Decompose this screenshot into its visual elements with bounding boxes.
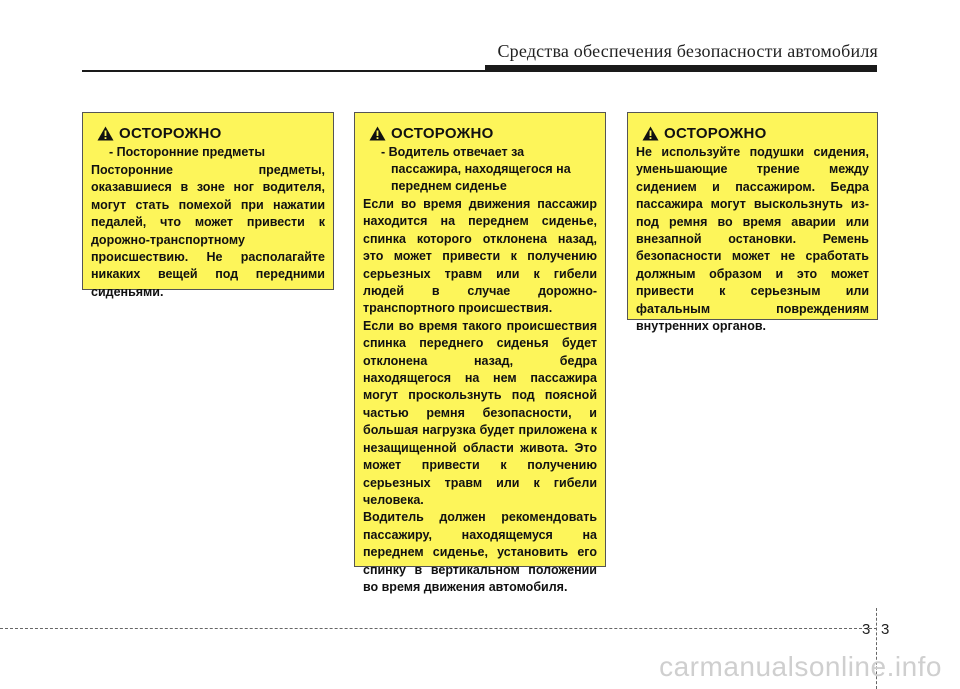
warning-paragraph: Если во время движения пассажир находится на переднем сиденье, спинка которого отклонена назад, это может привести к получению серьезных травм или к гибели людей в случае дорожно-транспортного происшествия. (363, 197, 597, 316)
warning-box-header (642, 125, 869, 142)
warning-box-header (97, 125, 325, 142)
header-rule-thick (485, 65, 877, 70)
footer-dashed-rule (0, 628, 877, 629)
warning-box-foreign-objects (82, 112, 334, 299)
page-header-title: Средства обеспечения безопасности автомобиля (497, 41, 878, 61)
page-number-chapter: 3 (862, 621, 871, 638)
warning-box-title: ОСТОРОЖНО (119, 125, 222, 142)
warning-subtitle: - Водитель отвечает за пассажира, находящегося на переднем сиденье (381, 145, 571, 193)
site-watermark: carmanualsonline.info (659, 651, 942, 682)
warning-paragraph: Водитель должен рекомендовать пассажиру, находящемуся на переднем сиденье, установить его спинку в вертикальном положении во время движения автомобиля. (363, 510, 597, 594)
warning-paragraph: Если во время такого происшествия спинка переднего сиденья будет отклонена назад, бедра находящегося на нем пассажира могут проскользнуть под поясной частью ремня безопасности, и большая нагрузка будет приложена к незащищенной области живота. Это может привести к получению серьезных травм или к гибели человека. (363, 318, 597, 507)
warning-triangle-icon (642, 126, 659, 141)
warning-paragraph: Посторонние предметы, оказавшиеся в зоне ног водителя, могут стать помехой при нажатии педалей, что может привести к дорожно-транспортному происшествию. Не располагайте никаких вещей под передними сиденьями. (91, 163, 325, 299)
warning-box-title: ОСТОРОЖНО (664, 125, 767, 142)
warning-box-title: ОСТОРОЖНО (391, 125, 494, 142)
warning-triangle-icon (97, 126, 114, 141)
warning-box-reclined-seat (354, 112, 606, 594)
warning-paragraph: Не используйте подушки сидения, уменьшающие трение между сидением и пассажиром. Бедра пассажира могут выскользнуть из-под ремня во время аварии или внезапной остановки. Ремень безопасности может не сработать должным образом и это может привести к серьезным или фатальным повреждениям внутренних органов. (636, 145, 869, 334)
header-rule (82, 70, 877, 72)
warning-subtitle: - Посторонние предметы (109, 145, 266, 159)
page-number: 3 (881, 621, 890, 638)
warning-box-header (369, 125, 597, 142)
warning-box-seat-cushions (627, 112, 878, 334)
warning-triangle-icon (369, 126, 386, 141)
